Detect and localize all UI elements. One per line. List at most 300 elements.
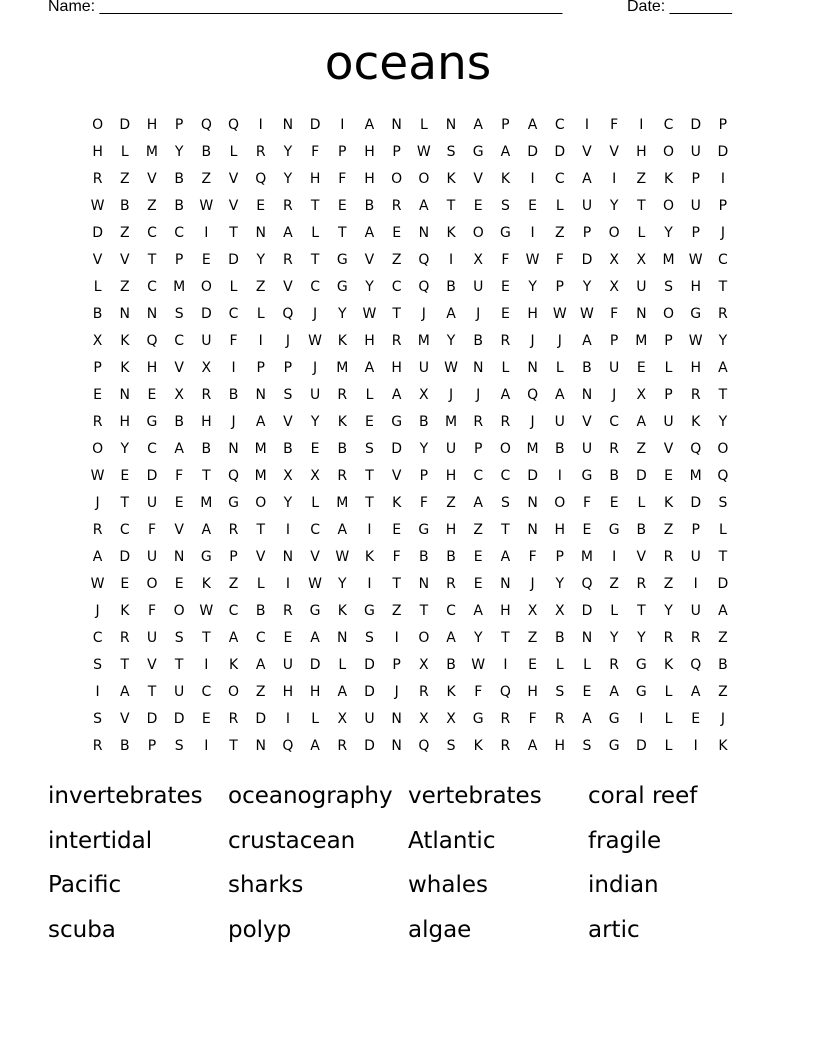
grid-letter: T [637, 602, 646, 619]
grid-letter: U [445, 440, 457, 457]
grid-letter: H [554, 737, 566, 754]
grid-letter: B [419, 548, 429, 565]
grid-letter: W [688, 251, 703, 268]
grid-letter: Q [527, 386, 539, 403]
grid-letter: H [690, 359, 701, 376]
grid-letter: T [718, 548, 728, 565]
grid-letter: C [663, 116, 674, 133]
grid-letter: W [416, 143, 431, 160]
word-list-item: invertebrates [48, 783, 203, 809]
grid-letter: Y [283, 494, 293, 511]
grid-letter: B [554, 440, 565, 457]
grid-letter: O [146, 575, 158, 592]
grid-letter: O [608, 224, 620, 241]
grid-letter: E [93, 386, 103, 403]
grid-letter: K [392, 494, 402, 511]
grid-letter: M [635, 332, 648, 349]
grid-letter: E [609, 494, 619, 511]
grid-letter: I [612, 548, 617, 565]
grid-letter: N [391, 116, 402, 133]
grid-letter: Y [555, 575, 565, 592]
grid-letter: E [664, 467, 673, 484]
grid-letter: U [636, 278, 647, 295]
grid-letter: E [256, 197, 266, 214]
grid-letter: K [337, 413, 347, 430]
grid-letter: L [637, 494, 646, 511]
grid-letter: O [663, 305, 675, 322]
grid-letter: R [255, 143, 266, 160]
grid-letter: I [693, 575, 698, 592]
grid-letter: R [718, 305, 728, 322]
grid-letter: E [582, 521, 592, 538]
grid-letter: B [446, 278, 456, 295]
grid-letter: T [229, 737, 238, 754]
grid-letter: A [446, 629, 456, 646]
grid-letter: I [204, 656, 209, 673]
grid-letter: F [528, 710, 537, 727]
grid-letter: N [282, 116, 294, 133]
grid-letter: Q [418, 278, 430, 295]
grid-letter: X [419, 656, 429, 673]
grid-letter: P [664, 386, 673, 403]
grid-letter: S [365, 629, 374, 646]
grid-letter: A [119, 683, 130, 700]
grid-letter: A [174, 440, 184, 457]
grid-letter: D [581, 602, 593, 619]
grid-letter: I [557, 467, 562, 484]
grid-letter: E [392, 224, 402, 241]
grid-letter: Z [718, 629, 728, 646]
grid-letter: E [500, 278, 510, 295]
grid-letter: B [636, 521, 647, 538]
grid-letter: R [283, 197, 293, 214]
word-list-item: vertebrates [408, 783, 542, 809]
grid-letter: L [338, 656, 347, 673]
grid-letter: U [690, 602, 701, 619]
grid-letter: B [419, 413, 429, 430]
grid-letter: F [610, 116, 619, 133]
grid-letter: H [445, 467, 457, 484]
grid-letter: R [473, 413, 484, 430]
grid-letter: L [365, 386, 374, 403]
grid-letter: F [474, 683, 483, 700]
grid-letter: C [228, 305, 239, 322]
grid-letter: T [718, 386, 728, 403]
grid-letter: F [147, 521, 156, 538]
grid-letter: G [581, 467, 593, 484]
grid-letter: F [311, 143, 320, 160]
grid-letter: M [662, 251, 675, 268]
grid-letter: Y [120, 440, 130, 457]
word-list-item: fragile [588, 827, 662, 854]
grid-letter: R [391, 197, 402, 214]
grid-letter: M [336, 494, 349, 511]
grid-letter: I [367, 521, 372, 538]
grid-letter: N [527, 521, 538, 538]
grid-letter: P [555, 278, 564, 295]
grid-letter: R [500, 332, 511, 349]
grid-letter: O [418, 170, 430, 187]
grid-letter: F [501, 251, 510, 268]
grid-letter: C [554, 116, 565, 133]
grid-letter: A [473, 602, 483, 619]
grid-letter: O [472, 224, 484, 241]
letter-grid [84, 111, 737, 759]
grid-letter: L [555, 359, 564, 376]
grid-letter: L [664, 683, 673, 700]
grid-letter: U [690, 143, 701, 160]
word-list-item: coral reef [588, 783, 698, 809]
grid-letter: B [119, 197, 130, 214]
grid-letter: S [174, 305, 184, 322]
grid-letter: D [527, 143, 538, 160]
grid-letter: U [282, 656, 294, 673]
grid-letter: R [283, 251, 293, 268]
grid-letter: D [690, 116, 702, 133]
grid-letter: C [310, 521, 320, 538]
grid-letter: G [472, 143, 484, 160]
grid-letter: W [90, 467, 105, 484]
grid-letter: V [609, 143, 619, 160]
grid-letter: T [365, 467, 374, 484]
grid-letter: P [147, 737, 157, 754]
grid-letter: F [555, 251, 564, 268]
grid-letter: S [582, 737, 592, 754]
grid-letter: H [527, 305, 538, 322]
grid-letter: Z [119, 278, 130, 295]
grid-letter: A [500, 143, 511, 160]
grid-letter: E [528, 197, 538, 214]
grid-letter: I [639, 116, 644, 133]
grid-letter: D [255, 710, 267, 727]
grid-letter: Z [446, 494, 456, 511]
grid-letter: H [364, 170, 375, 187]
grid-letter: P [392, 143, 401, 160]
grid-letter: M [254, 440, 267, 457]
grid-letter: X [554, 602, 565, 619]
grid-letter: E [310, 440, 320, 457]
grid-letter: S [664, 278, 673, 295]
grid-letter: V [582, 143, 592, 160]
grid-letter: Y [338, 575, 347, 592]
grid-letter: K [663, 170, 674, 187]
grid-letter: J [448, 386, 454, 403]
grid-letter: B [283, 440, 293, 457]
grid-letter: R [690, 629, 701, 646]
grid-letter: M [145, 143, 159, 160]
grid-letter: H [554, 521, 566, 538]
grid-letter: V [119, 710, 130, 727]
grid-letter: V [255, 548, 266, 565]
grid-letter: K [201, 575, 211, 592]
grid-letter: I [258, 116, 263, 133]
grid-letter: U [146, 629, 158, 646]
grid-letter: K [337, 332, 347, 349]
grid-letter: D [690, 494, 702, 511]
grid-letter: R [92, 737, 103, 754]
grid-letter: F [610, 305, 619, 322]
grid-letter: V [283, 278, 293, 295]
grid-letter: A [228, 629, 239, 646]
grid-letter: D [554, 143, 566, 160]
grid-letter: I [530, 224, 535, 241]
grid-letter: D [635, 467, 647, 484]
grid-letter: U [146, 548, 158, 565]
grid-letter: R [418, 683, 429, 700]
grid-letter: A [718, 602, 728, 619]
grid-letter: N [636, 305, 647, 322]
grid-letter: M [417, 332, 430, 349]
grid-letter: L [637, 224, 646, 241]
grid-letter: M [444, 413, 458, 430]
grid-letter: P [691, 521, 700, 538]
grid-letter: Z [554, 224, 565, 241]
grid-letter: L [256, 305, 265, 322]
grid-letter: F [419, 494, 428, 511]
grid-letter: E [473, 575, 483, 592]
grid-letter: N [527, 359, 538, 376]
grid-letter: I [340, 116, 345, 133]
grid-letter: V [310, 548, 320, 565]
grid-letter: K [718, 737, 728, 754]
grid-letter: C [446, 602, 456, 619]
grid-letter: Q [717, 467, 729, 484]
word-list-item: whales [408, 872, 489, 898]
grid-letter: Z [201, 170, 212, 187]
grid-letter: X [337, 710, 348, 727]
grid-letter: I [693, 737, 698, 754]
grid-letter: Y [419, 440, 429, 457]
grid-letter: V [228, 197, 239, 214]
grid-letter: N [581, 386, 593, 403]
word-list-item: Pacific [48, 872, 122, 898]
word-list-item: polyp [228, 916, 292, 943]
grid-letter: Q [282, 305, 294, 322]
grid-letter: P [664, 332, 673, 349]
grid-letter: C [554, 170, 565, 187]
page-title: oceans [324, 36, 492, 91]
grid-letter: T [501, 521, 510, 538]
grid-letter: V [391, 467, 402, 484]
grid-letter: M [689, 467, 702, 484]
grid-letter: K [473, 737, 483, 754]
grid-letter: P [473, 440, 483, 457]
grid-letter: Y [637, 629, 646, 646]
grid-letter: H [146, 116, 158, 133]
grid-letter: U [690, 548, 701, 565]
grid-letter: Y [609, 629, 619, 646]
grid-letter: K [446, 683, 456, 700]
grid-letter: O [418, 629, 430, 646]
grid-letter: R [337, 467, 348, 484]
grid-letter: D [581, 251, 593, 268]
grid-letter: P [174, 116, 184, 133]
grid-letter: O [255, 494, 267, 511]
grid-letter: R [446, 575, 456, 592]
grid-letter: R [391, 332, 402, 349]
grid-letter: Y [174, 143, 184, 160]
grid-letter: T [256, 521, 265, 538]
grid-letter: A [255, 413, 266, 430]
grid-letter: Z [391, 602, 402, 619]
grid-letter: V [147, 656, 157, 673]
grid-letter: B [174, 197, 184, 214]
grid-letter: H [282, 683, 294, 700]
word-list-item: artic [588, 916, 640, 943]
grid-letter: B [201, 143, 212, 160]
grid-letter: X [92, 332, 103, 349]
grid-letter: X [473, 251, 484, 268]
grid-letter: Q [255, 170, 267, 187]
grid-letter: G [336, 278, 348, 295]
grid-letter: V [636, 548, 647, 565]
grid-letter: C [609, 413, 620, 430]
grid-letter: Q [418, 737, 430, 754]
name-field-label: Name: ____________________________________________________ [48, 0, 563, 15]
grid-letter: R [228, 710, 239, 727]
grid-letter: D [146, 467, 158, 484]
grid-letter: H [391, 359, 402, 376]
grid-letter: T [392, 305, 401, 322]
grid-letter: Z [609, 575, 619, 592]
grid-letter: B [119, 737, 130, 754]
grid-letter: O [92, 440, 104, 457]
grid-letter: Z [119, 224, 130, 241]
grid-letter: N [391, 737, 402, 754]
grid-letter: C [201, 683, 212, 700]
grid-letter: G [418, 521, 430, 538]
grid-letter: Y [664, 224, 673, 241]
grid-letter: A [446, 305, 456, 322]
grid-letter: F [392, 548, 401, 565]
grid-letter: L [311, 224, 319, 241]
grid-letter: K [446, 224, 456, 241]
word-list-item: crustacean [228, 827, 356, 854]
grid-letter: J [476, 386, 481, 403]
grid-letter: O [663, 197, 675, 214]
grid-letter: G [690, 305, 702, 322]
grid-letter: Z [255, 278, 266, 295]
grid-letter: C [500, 467, 511, 484]
grid-letter: X [310, 467, 320, 484]
grid-letter: T [501, 629, 510, 646]
grid-letter: D [391, 440, 403, 457]
grid-letter: A [337, 683, 348, 700]
grid-letter: O [228, 683, 240, 700]
grid-letter: T [365, 494, 374, 511]
grid-letter: H [119, 413, 131, 430]
grid-letter: T [174, 656, 184, 673]
grid-letter: O [92, 116, 104, 133]
grid-letter: V [174, 359, 184, 376]
grid-letter: J [421, 305, 426, 322]
grid-letter: P [174, 251, 184, 268]
grid-letter: I [503, 656, 508, 673]
grid-letter: K [228, 656, 239, 673]
grid-letter: H [527, 683, 538, 700]
grid-letter: F [582, 494, 591, 511]
grid-letter: Q [418, 251, 430, 268]
grid-letter: A [582, 170, 592, 187]
grid-letter: A [582, 332, 592, 349]
grid-letter: A [473, 116, 483, 133]
grid-letter: K [120, 332, 130, 349]
grid-letter: C [147, 440, 157, 457]
grid-letter: K [691, 413, 701, 430]
grid-letter: J [313, 305, 318, 322]
grid-letter: U [364, 710, 375, 727]
grid-letter: G [336, 251, 348, 268]
grid-letter: E [120, 575, 130, 592]
grid-letter: I [285, 575, 290, 592]
grid-letter: A [364, 116, 375, 133]
grid-letter: R [92, 413, 103, 430]
grid-letter: I [612, 170, 617, 187]
grid-letter: A [364, 224, 375, 241]
grid-letter: L [256, 575, 265, 592]
grid-letter: Z [255, 683, 266, 700]
grid-letter: V [174, 521, 184, 538]
grid-letter: Y [718, 332, 728, 349]
grid-letter: U [554, 413, 565, 430]
grid-letter: Z [663, 521, 674, 538]
grid-letter: E [691, 710, 701, 727]
grid-letter: Y [609, 197, 619, 214]
grid-letter: V [283, 413, 293, 430]
grid-letter: J [530, 332, 535, 349]
grid-letter: A [364, 359, 375, 376]
grid-letter: R [690, 386, 701, 403]
grid-letter: F [229, 332, 238, 349]
grid-letter: T [120, 494, 130, 511]
grid-letter: R [119, 629, 130, 646]
grid-letter: Z [391, 251, 402, 268]
grid-letter: A [310, 629, 320, 646]
grid-letter: G [146, 413, 158, 430]
grid-letter: W [580, 305, 594, 322]
grid-letter: B [446, 548, 456, 565]
grid-letter: D [173, 710, 185, 727]
grid-letter: A [473, 494, 483, 511]
grid-letter: U [663, 413, 674, 430]
grid-letter: G [608, 521, 620, 538]
grid-letter: N [500, 575, 511, 592]
grid-letter: S [93, 656, 103, 673]
grid-letter: A [337, 521, 348, 538]
grid-letter: N [119, 386, 131, 403]
grid-letter: C [310, 278, 320, 295]
grid-letter: D [364, 656, 375, 673]
grid-letter: W [444, 359, 458, 376]
grid-letter: L [719, 521, 727, 538]
grid-letter: J [231, 413, 236, 430]
grid-letter: I [204, 737, 209, 754]
grid-letter: I [367, 575, 372, 592]
grid-letter: J [95, 494, 100, 511]
grid-letter: V [119, 251, 130, 268]
grid-letter: N [173, 548, 185, 565]
grid-letter: T [446, 197, 456, 214]
grid-letter: P [93, 359, 102, 376]
grid-letter: R [337, 386, 348, 403]
grid-letter: J [95, 602, 100, 619]
grid-letter: Y [664, 602, 673, 619]
grid-letter: H [309, 683, 321, 700]
grid-letter: S [446, 143, 456, 160]
grid-letter: K [500, 170, 510, 187]
grid-letter: Y [582, 278, 592, 295]
grid-letter: D [146, 710, 158, 727]
